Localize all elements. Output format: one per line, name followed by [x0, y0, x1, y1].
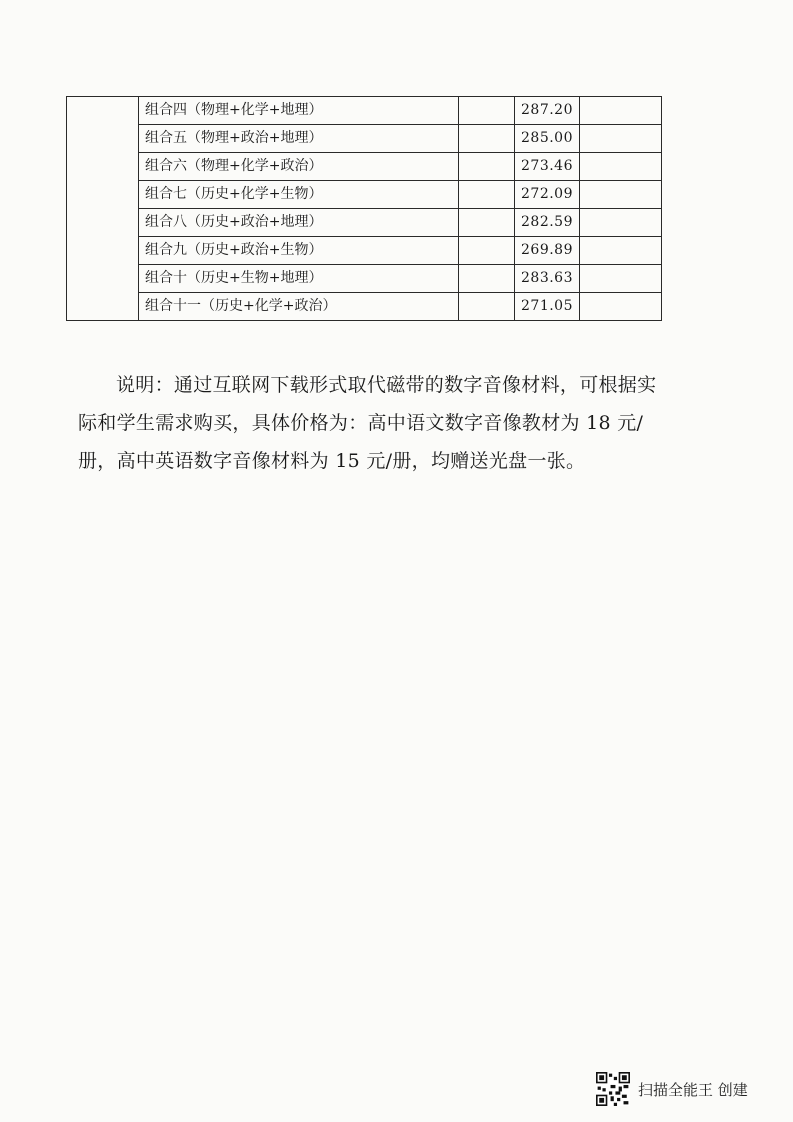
- remark-cell: [580, 97, 662, 125]
- combination-name-cell: 组合八（历史+政治+地理）: [139, 209, 459, 237]
- qr-code-icon: [596, 1072, 630, 1106]
- watermark-text: 扫描全能王 创建: [638, 1080, 748, 1099]
- table-row: [67, 181, 662, 209]
- blank-cell: [459, 293, 515, 321]
- combination-name-cell: 组合七（历史+化学+生物）: [139, 181, 459, 209]
- combination-name-cell: 组合九（历史+政治+生物）: [139, 237, 459, 265]
- category-cell: [67, 97, 139, 321]
- combination-name-cell: 组合六（物理+化学+政治）: [139, 153, 459, 181]
- combination-name-cell: 组合五（物理+政治+地理）: [139, 125, 459, 153]
- remark-cell: [580, 237, 662, 265]
- note-paragraph: 说明：通过互联网下载形式取代磁带的数字音像材料，可根据实际和学生需求购买，具体价格为：高中语文数字音像教材为 18 元/册，高中英语数字音像材料为 15 元/册，均赠送光盘一张。: [78, 374, 657, 472]
- table-row: [67, 97, 662, 125]
- combination-name-cell: 组合十一（历史+化学+政治）: [139, 293, 459, 321]
- price-cell: 273.46: [515, 153, 580, 181]
- price-cell: 283.63: [515, 265, 580, 293]
- price-cell: 271.05: [515, 293, 580, 321]
- blank-cell: [459, 237, 515, 265]
- scanner-watermark: [596, 1069, 748, 1109]
- table-row: [67, 265, 662, 293]
- combination-name-cell: 组合四（物理+化学+地理）: [139, 97, 459, 125]
- table-row: [67, 125, 662, 153]
- remark-cell: [580, 265, 662, 293]
- price-cell: 287.20: [515, 97, 580, 125]
- price-cell: 282.59: [515, 209, 580, 237]
- table-row: [67, 209, 662, 237]
- price-cell: 269.89: [515, 237, 580, 265]
- blank-cell: [459, 181, 515, 209]
- table-row: [67, 293, 662, 321]
- table-row: [67, 237, 662, 265]
- price-table: [66, 96, 662, 321]
- blank-cell: [459, 125, 515, 153]
- blank-cell: [459, 209, 515, 237]
- remark-cell: [580, 209, 662, 237]
- remark-cell: [580, 181, 662, 209]
- table-row: [67, 153, 662, 181]
- blank-cell: [459, 265, 515, 293]
- remark-cell: [580, 153, 662, 181]
- remark-cell: [580, 125, 662, 153]
- blank-cell: [459, 153, 515, 181]
- price-table-body: [67, 97, 662, 321]
- price-cell: 272.09: [515, 181, 580, 209]
- price-cell: 285.00: [515, 125, 580, 153]
- combination-name-cell: 组合十（历史+生物+地理）: [139, 265, 459, 293]
- remark-cell: [580, 293, 662, 321]
- blank-cell: [459, 97, 515, 125]
